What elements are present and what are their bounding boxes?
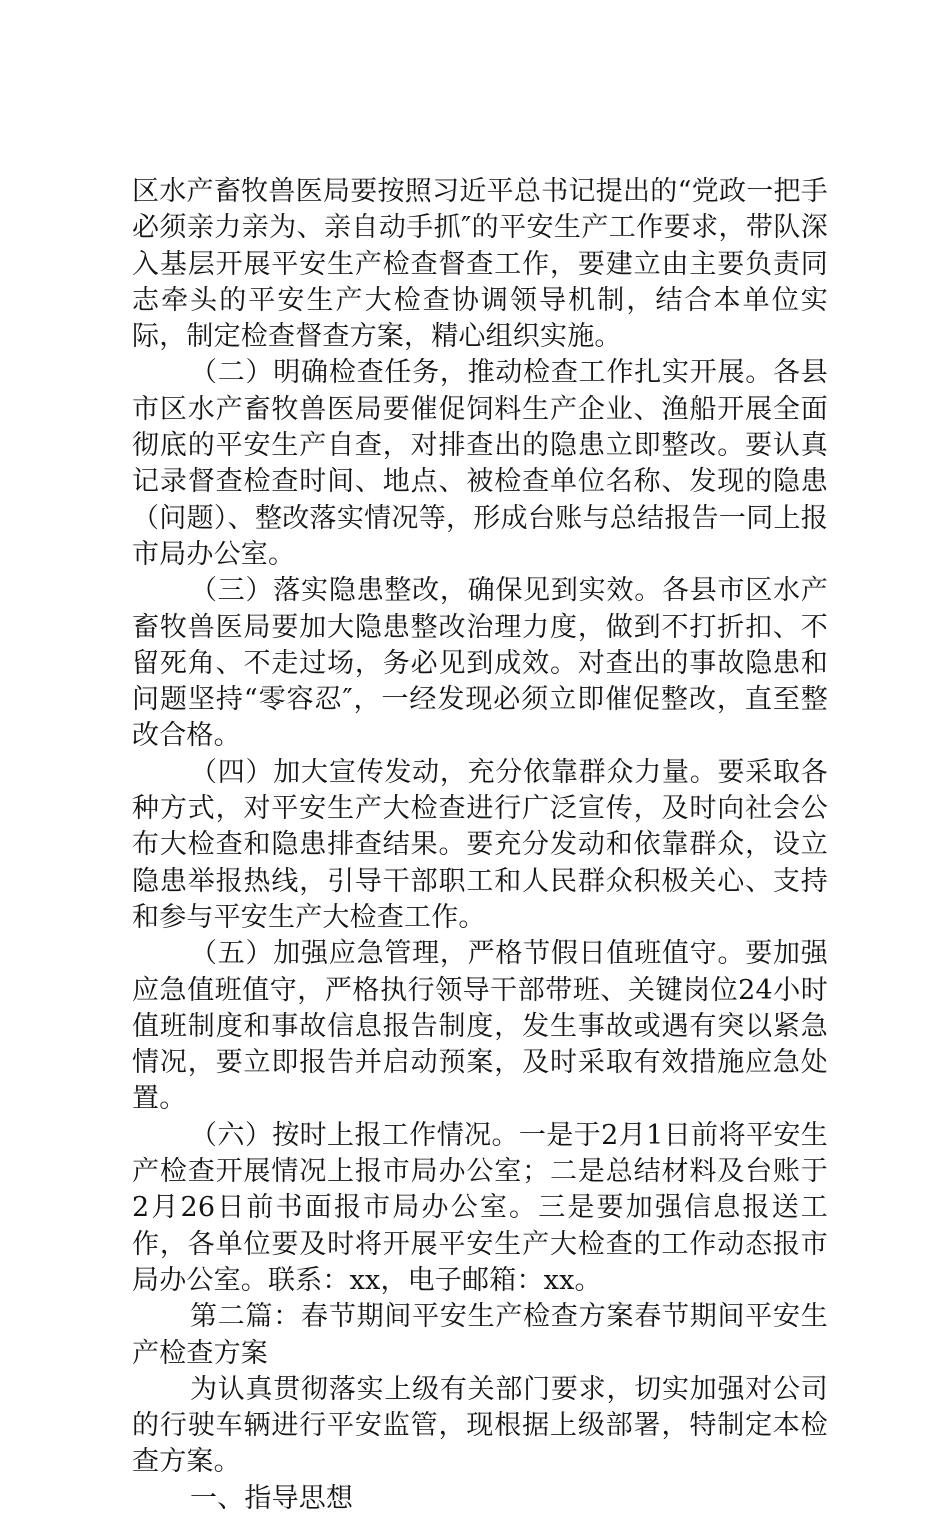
paragraph-item-5: （五）加强应急管理，严格节假日值班值守。要加强应急值班值守，严格执行领导干部带班、关键岗位24小时值班制度和事故信息报告制度，发生事故或遇有突以紧急情况，要立即报告并启动预案，及时采取有效措施应急处置。 (132, 938, 828, 1115)
section-heading-part-two: 第二篇：春节期间平安生产检查方案春节期间平安生产检查方案 (132, 1301, 828, 1369)
paragraph-preamble: 为认真贯彻落实上级有关部门要求，切实加强对公司的行驶车辆进行平安监管，现根据上级部署，特制定本检查方案。 (132, 1373, 828, 1478)
paragraph-item-6: （六）按时上报工作情况。一是于2月1日前将平安生产检查开展情况上报市局办公室；二是总结材料及台账于2月26日前书面报市局办公室。三是要加强信息报送工作，各单位要及时将开展平安生产大检查的工作动态报市局办公室。联系：xx，电子邮箱：xx。 (132, 1119, 828, 1296)
paragraph-intro: 区水产畜牧兽医局要按照习近平总书记提出的“党政一把手必须亲力亲为、亲自动手抓″的平安生产工作要求，带队深入基层开展平安生产检查督查工作，要建立由主要负责同志牵头的平安生产大检查协调领导机制，结合本单位实际，制定检查督查方案，精心组织实施。 (132, 176, 828, 353)
paragraph-item-3: （三）落实隐患整改，确保见到实效。各县市区水产畜牧兽医局要加大隐患整改治理力度，做到不打折扣、不留死角、不走过场，务必见到成效。对查出的事故隐患和问题坚持“零容忍″，一经发现必须立即催促整改，直至整改合格。 (132, 575, 828, 752)
document-body (132, 174, 828, 1517)
paragraph-item-4: （四）加大宣传发动，充分依靠群众力量。要采取各种方式，对平安生产大检查进行广泛宣传，及时向社会公布大检查和隐患排查结果。要充分发动和依靠群众，设立隐患举报热线，引导干部职工和人民群众积极关心、支持和参与平安生产大检查工作。 (132, 756, 828, 933)
paragraph-item-2: （二）明确检查任务，推动检查工作扎实开展。各县市区水产畜牧兽医局要催促饲料生产企业、渔船开展全面彻底的平安生产自查，对排查出的隐患立即整改。要认真记录督查检查时间、地点、被检查单位名称、发现的隐患（问题）、整改落实情况等，形成台账与总结报告一同上报市局办公室。 (132, 357, 828, 570)
section-heading-guiding-ideology: 一、指导思想 (190, 1482, 354, 1514)
